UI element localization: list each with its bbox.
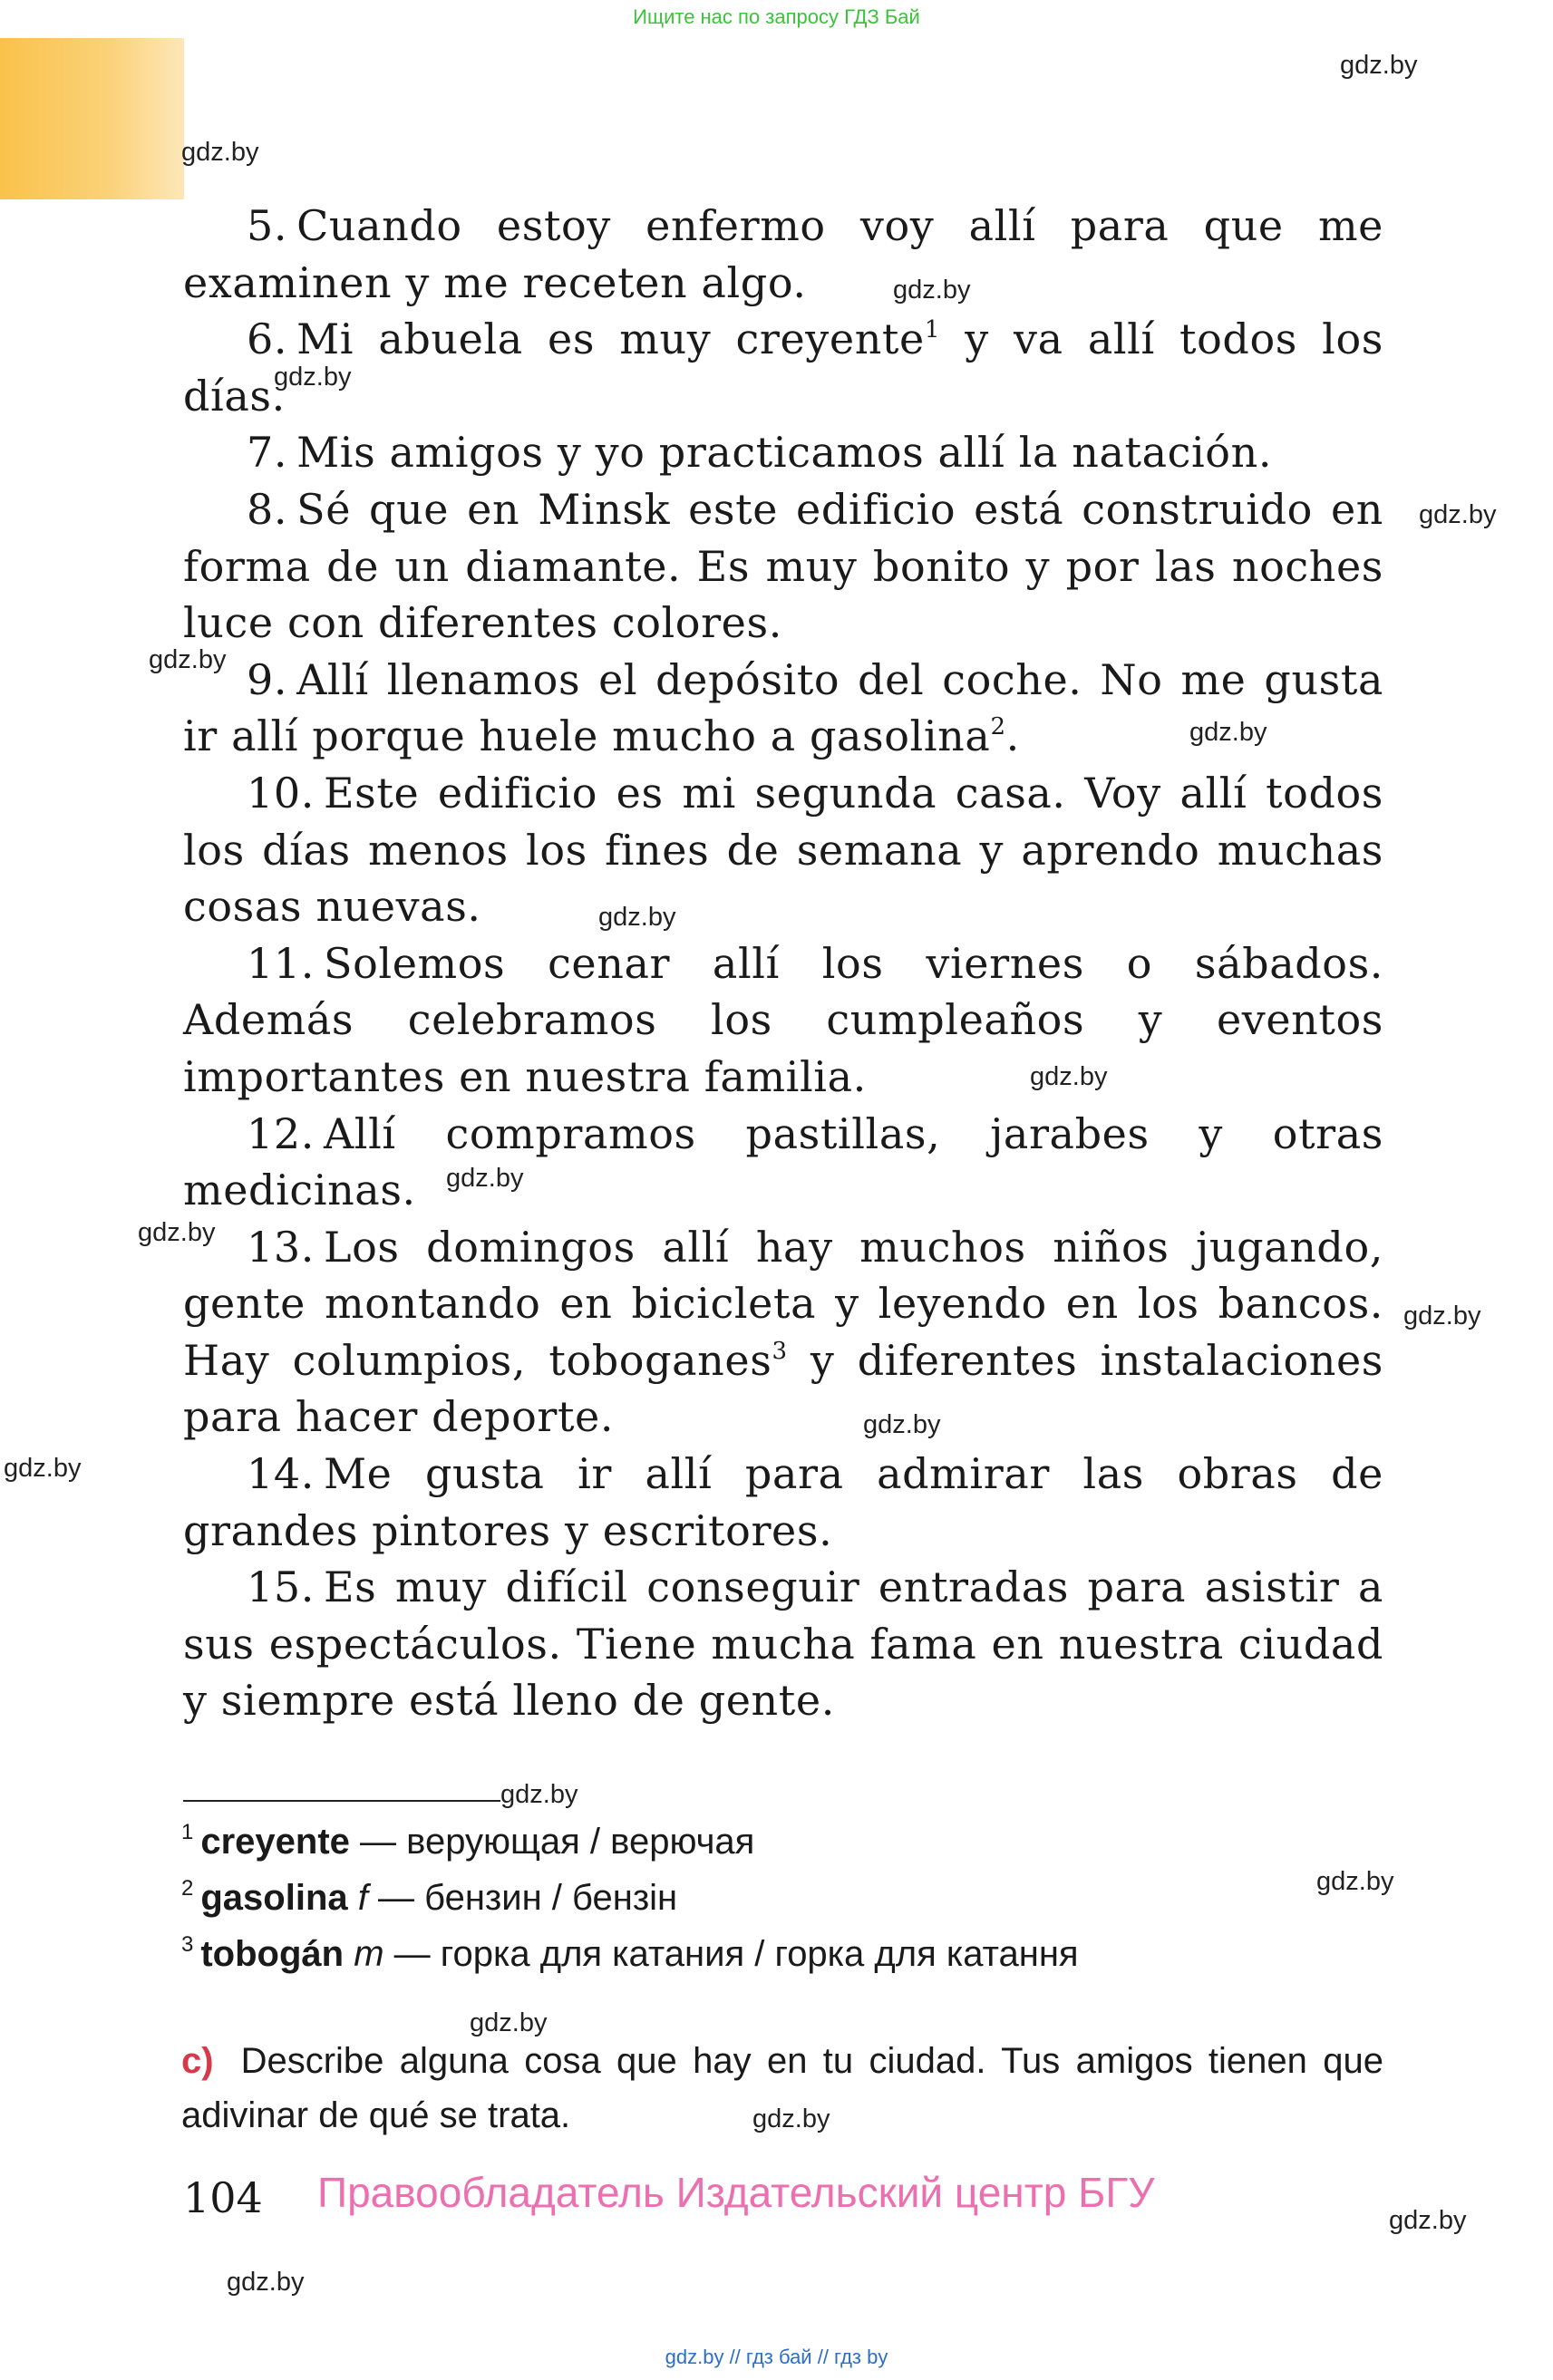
- item-text: Mi abuela es muy creyente: [296, 314, 925, 364]
- footnote-divider: [183, 1800, 500, 1802]
- footnote-ref: 1: [924, 316, 940, 344]
- footnote-gender: m: [354, 1934, 384, 1974]
- list-item: [183, 311, 1383, 424]
- footnote-ref: 2: [990, 713, 1006, 741]
- item-text: y diferentes instalaciones para hacer deporte.: [183, 1335, 1383, 1442]
- item-text: Solemos cenar allí los viernes o sábados. Además celebramos los cumpleaños y eventos importantes en nuestra familia.: [183, 938, 1383, 1101]
- page-number: 104: [183, 2173, 263, 2222]
- list-item: [183, 765, 1383, 935]
- corner-decoration: [0, 38, 184, 199]
- item-text: Cuando estoy enfermo voy allí para que me examinen y me receten algo.: [183, 201, 1383, 307]
- watermark: gdz.by: [598, 903, 676, 932]
- item-number: 13.: [247, 1222, 315, 1272]
- footnote: [181, 1809, 1269, 1865]
- watermark: gdz.by: [1189, 718, 1267, 747]
- list-item: [183, 1446, 1383, 1559]
- item-text: y va allí todos los días.: [183, 314, 1383, 421]
- watermark: gdz.by: [470, 2008, 548, 2037]
- footnote-word: tobogán: [200, 1934, 345, 1974]
- watermark: gdz.by: [138, 1218, 216, 1247]
- list-item: [183, 1219, 1383, 1446]
- item-number: 14.: [247, 1449, 315, 1499]
- task-text: Describe alguna cosa que hay en tu ciudad. Tus amigos tienen que adivinar de qué se trata.: [181, 2041, 1383, 2135]
- footnote: [181, 1865, 1269, 1921]
- footnote-number: 3: [181, 1932, 194, 1957]
- footnote-number: 2: [181, 1876, 194, 1901]
- watermark: gdz.by: [1419, 500, 1497, 529]
- footnote-translation: — бензин / бензін: [378, 1878, 678, 1918]
- list-item: [183, 424, 1383, 481]
- item-number: 15.: [247, 1562, 315, 1612]
- footnote-word: creyente: [200, 1822, 350, 1862]
- copyright-notice: Правообладатель Издательский центр БГУ: [317, 2169, 1155, 2216]
- watermark: gdz.by: [1030, 1062, 1108, 1091]
- list-item: [183, 652, 1383, 765]
- item-text: Allí compramos pastillas, jarabes y otras medicinas.: [183, 1108, 1383, 1215]
- list-item: [183, 198, 1383, 311]
- item-number: 9.: [247, 654, 288, 704]
- watermark: gdz.by: [181, 138, 259, 167]
- watermark: gdz.by: [274, 363, 352, 392]
- watermark: gdz.by: [1403, 1301, 1481, 1330]
- item-number: 5.: [247, 201, 288, 250]
- footnote-word: gasolina: [200, 1878, 348, 1918]
- watermark: gdz.by: [1316, 1867, 1394, 1896]
- footnote-gender: f: [357, 1878, 368, 1918]
- item-number: 8.: [247, 484, 288, 534]
- item-text: Los domingos allí hay muchos niños jugando, gente montando en bicicleta y leyendo en los bancos. Hay columpios, toboganes: [183, 1222, 1383, 1385]
- footnote-translation: — горка для катания / горка для катання: [393, 1934, 1079, 1974]
- item-number: 6.: [247, 314, 288, 364]
- footnotes: [181, 1809, 1269, 1978]
- top-banner[interactable]: Ищите нас по запросу ГДЗ Бай: [633, 5, 920, 28]
- list-item: [183, 1106, 1383, 1219]
- bottom-banner[interactable]: gdz.by // гдз бай // гдз by: [665, 2346, 888, 2368]
- item-number: 7.: [247, 428, 288, 478]
- watermark: gdz.by: [227, 2268, 305, 2297]
- watermark: gdz.by: [4, 1454, 82, 1483]
- task-letter: c): [181, 2041, 214, 2081]
- list-item: [183, 1559, 1383, 1729]
- item-text: Me gusta ir allí para admirar las obras de grandes pintores y escritores.: [183, 1449, 1383, 1555]
- watermark: gdz.by: [863, 1410, 941, 1439]
- list-item: [183, 481, 1383, 652]
- exercise-text: [183, 198, 1383, 1729]
- watermark: gdz.by: [149, 645, 227, 674]
- watermark: gdz.by: [752, 2104, 830, 2133]
- footnote-number: 1: [181, 1820, 194, 1844]
- watermark: gdz.by: [1389, 2206, 1467, 2235]
- item-text: Mis amigos y yo practicamos allí la natación.: [296, 428, 1273, 478]
- item-text: Este edificio es mi segunda casa. Voy allí todos los días menos los fines de semana y aprendo muchas cosas nuevas.: [183, 768, 1383, 932]
- item-text: .: [1005, 711, 1020, 761]
- watermark: gdz.by: [893, 276, 971, 305]
- footnote-translation: — верующая / верючая: [360, 1822, 755, 1862]
- item-text: Es muy difícil conseguir entradas para asistir a sus espectáculos. Tiene mucha fama en nuestra ciudad y siempre está lleno de gente.: [183, 1562, 1383, 1726]
- watermark: gdz.by: [446, 1164, 524, 1193]
- task: [181, 2034, 1383, 2143]
- item-number: 11.: [247, 938, 315, 988]
- footnote: [181, 1921, 1269, 1978]
- item-number: 12.: [247, 1108, 315, 1158]
- footnote-ref: 3: [772, 1337, 788, 1365]
- list-item: [183, 935, 1383, 1106]
- watermark: gdz.by: [1340, 51, 1418, 80]
- watermark: gdz.by: [500, 1780, 578, 1809]
- item-text: Sé que en Minsk este edificio está construido en forma de un diamante. Es muy bonito y por las noches luce con diferentes colores.: [183, 484, 1383, 648]
- item-number: 10.: [247, 768, 315, 818]
- item-text: Allí llenamos el depósito del coche. No me gusta ir allí porque huele mucho a gasolina: [183, 654, 1383, 761]
